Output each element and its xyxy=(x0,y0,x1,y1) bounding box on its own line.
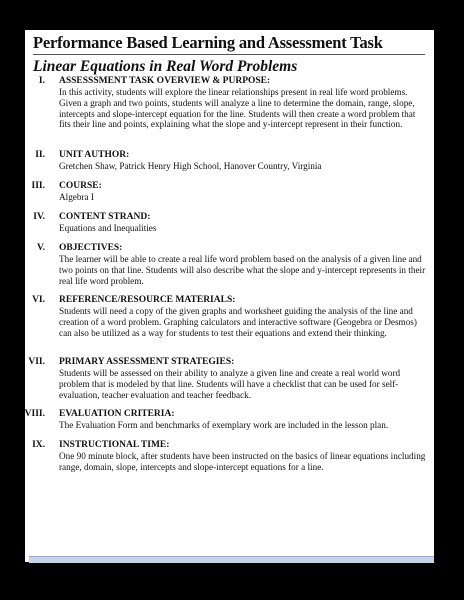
section-heading: ASSESSSMENT TASK OVERVIEW & PURPOSE: xyxy=(59,76,271,86)
section-body: Gretchen Shaw, Patrick Henry High School, Hanover Country, Virginia xyxy=(59,161,322,171)
section-heading: UNIT AUTHOR: xyxy=(59,150,130,160)
section-numeral: VI. xyxy=(32,295,45,305)
page-bottom-strip xyxy=(29,556,434,563)
section-heading: REFERENCE/RESOURCE MATERIALS: xyxy=(59,295,236,305)
section-numeral: II. xyxy=(35,150,45,160)
section-numeral: III. xyxy=(31,181,45,191)
section-heading: COURSE: xyxy=(59,181,102,191)
section-numeral: V. xyxy=(36,243,45,253)
document-subtitle: Linear Equations in Real Word Problems xyxy=(33,58,298,75)
section-body: The learner will be able to create a real life word problem based on the analysis of a given line and two points on that line. Students will also describe what the slope and y-intercept represents in their real life word problem. xyxy=(59,254,426,286)
section-numeral: VIII. xyxy=(25,409,45,419)
section-body: Algebra I xyxy=(59,192,94,202)
section-heading: CONTENT STRAND: xyxy=(59,212,151,222)
section-heading: EVALUATION CRITERIA: xyxy=(59,409,175,419)
section-heading: OBJECTIVES: xyxy=(59,243,123,253)
title-divider xyxy=(33,54,425,55)
section-body: The Evaluation Form and benchmarks of exemplary work are included in the lesson plan. xyxy=(59,420,389,430)
document-page xyxy=(25,30,434,562)
section-body: Students will need a copy of the given graphs and worksheet guiding the analysis of the line and creation of a word problem. Graphing calculators and interactive software (Geogebra or Desmos) can also be utilized as a way for students to test their equations and extend their thinking. xyxy=(59,306,417,338)
document-title: Performance Based Learning and Assessment Task xyxy=(33,33,383,52)
section-numeral: VII. xyxy=(28,357,45,367)
section-body: One 90 minute block, after students have been instructed on the basics of linear equations including range, domain, slope, intercepts and slope-intercept equations for a line. xyxy=(59,451,426,472)
section-numeral: I. xyxy=(38,76,45,86)
section-heading: PRIMARY ASSESSMENT STRATEGIES: xyxy=(59,357,235,367)
section-body: Equations and Inequalities xyxy=(59,223,157,233)
section-numeral: IX. xyxy=(32,440,45,450)
section-numeral: IV. xyxy=(33,212,45,222)
section-heading: INSTRUCTIONAL TIME: xyxy=(59,440,170,450)
section-body: In this activity, students will explore the linear relationships present in real life word problems. Given a graph and two points, students will analyze a line to determine the domain, range, slope, intercepts and slope-intercept equation for the line. Students will then create a word problem that fits their line and points, explaining what the slope and y-intercept represent in their function. xyxy=(59,87,416,130)
section-body: Students will be assessed on their ability to analyze a given line and create a real world word problem that is modeled by that line. Students will have a checklist that can be used for self-evaluation, teacher evaluation and teacher feedback. xyxy=(59,368,401,400)
